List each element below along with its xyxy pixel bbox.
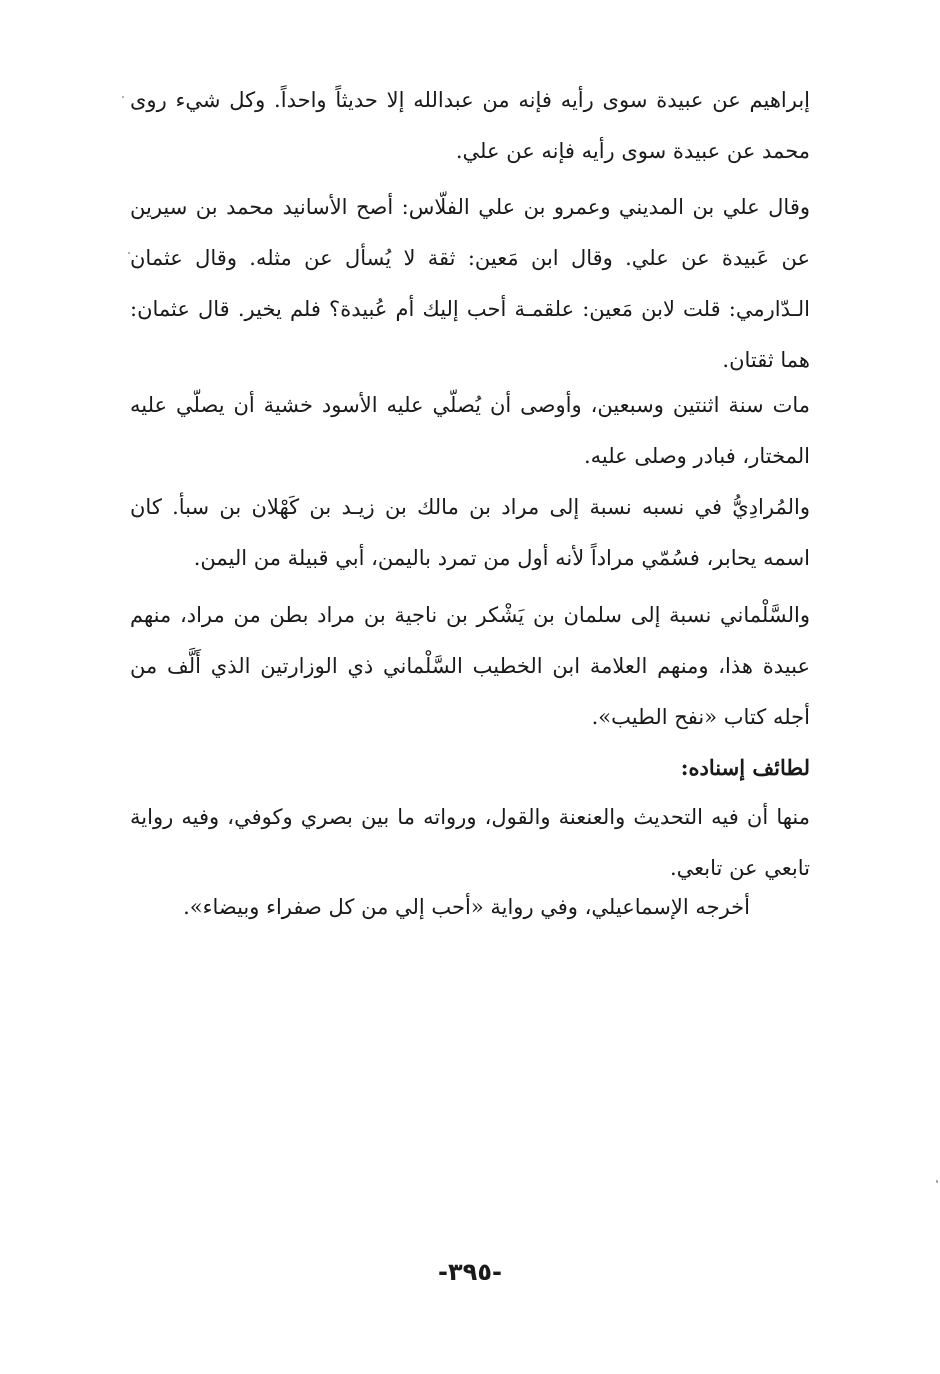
paragraph-text: مات سنة اثنتين وسبعين، وأوصى أن يُصلّي عليه الأسود خشية أن يصلّي عليه المختار، فبادر وصلى عليه. (130, 393, 810, 468)
scan-speck (936, 1180, 938, 1183)
page-number: -٣٩٥- (438, 1258, 502, 1286)
paragraph-text: والمُرادِيُّ في نسبه نسبة إلى مراد بن مالك بن زيـد بن كَهْلان بن سبأ. كان اسمه يحابر، فسُمّي مراداً لأنه أول من تمرد باليمن، أبي قبيلة من اليمن. (130, 495, 810, 570)
paragraph-salmani (130, 590, 810, 743)
paragraph-death (130, 380, 810, 482)
paragraph-text: منها أن فيه التحديث والعنعنة والقول، ورواته ما بين بصري وكوفي، وفيه رواية تابعي عن تابعي. (130, 805, 810, 880)
section-heading: لطائف إسناده: (680, 755, 810, 780)
paragraph-text: إبراهيم عن عبيدة سوى رأيه فإنه من عبدالله إلا حديثاً واحداً. وكل شيء روى محمد عن عبيدة سوى رأيه فإنه عن علي. (130, 88, 810, 163)
paragraph-ibrahim-ubayda (130, 75, 810, 177)
paragraph-text: والسَّلْماني نسبة إلى سلمان بن يَشْكر بن ناجية بن مراد بطن من مراد، منهم عبيدة هذا، ومنهم العلامة ابن الخطيب السَّلْماني ذي الوزارتين الذي أَلَّف من أجله كتاب «نفح الطيب». (130, 603, 810, 729)
paragraph-takhrij: أخرجه الإسماعيلي، وفي رواية «أحب إلي من كل صفراء وبيضاء». (183, 895, 750, 919)
paragraph-isnad-features (130, 792, 810, 894)
paragraph-asanid (130, 182, 810, 386)
paragraph-text: وقال علي بن المديني وعمرو بن علي الفلّاس: أصح الأسانيد محمد بن سيرين عن عَبيدة عن علي. وقال ابن مَعين: ثقة لا يُسأل عن مثله. وقال عثمان الـدّارمي: قلت لابن مَعين: علقمـة أحب إليك أم عُبيدة؟ فلم يخير. قال عثمان: هما ثقتان. (130, 195, 810, 372)
paragraph-muradi (130, 482, 810, 584)
scan-speck (122, 96, 124, 98)
scan-speck (128, 252, 130, 254)
